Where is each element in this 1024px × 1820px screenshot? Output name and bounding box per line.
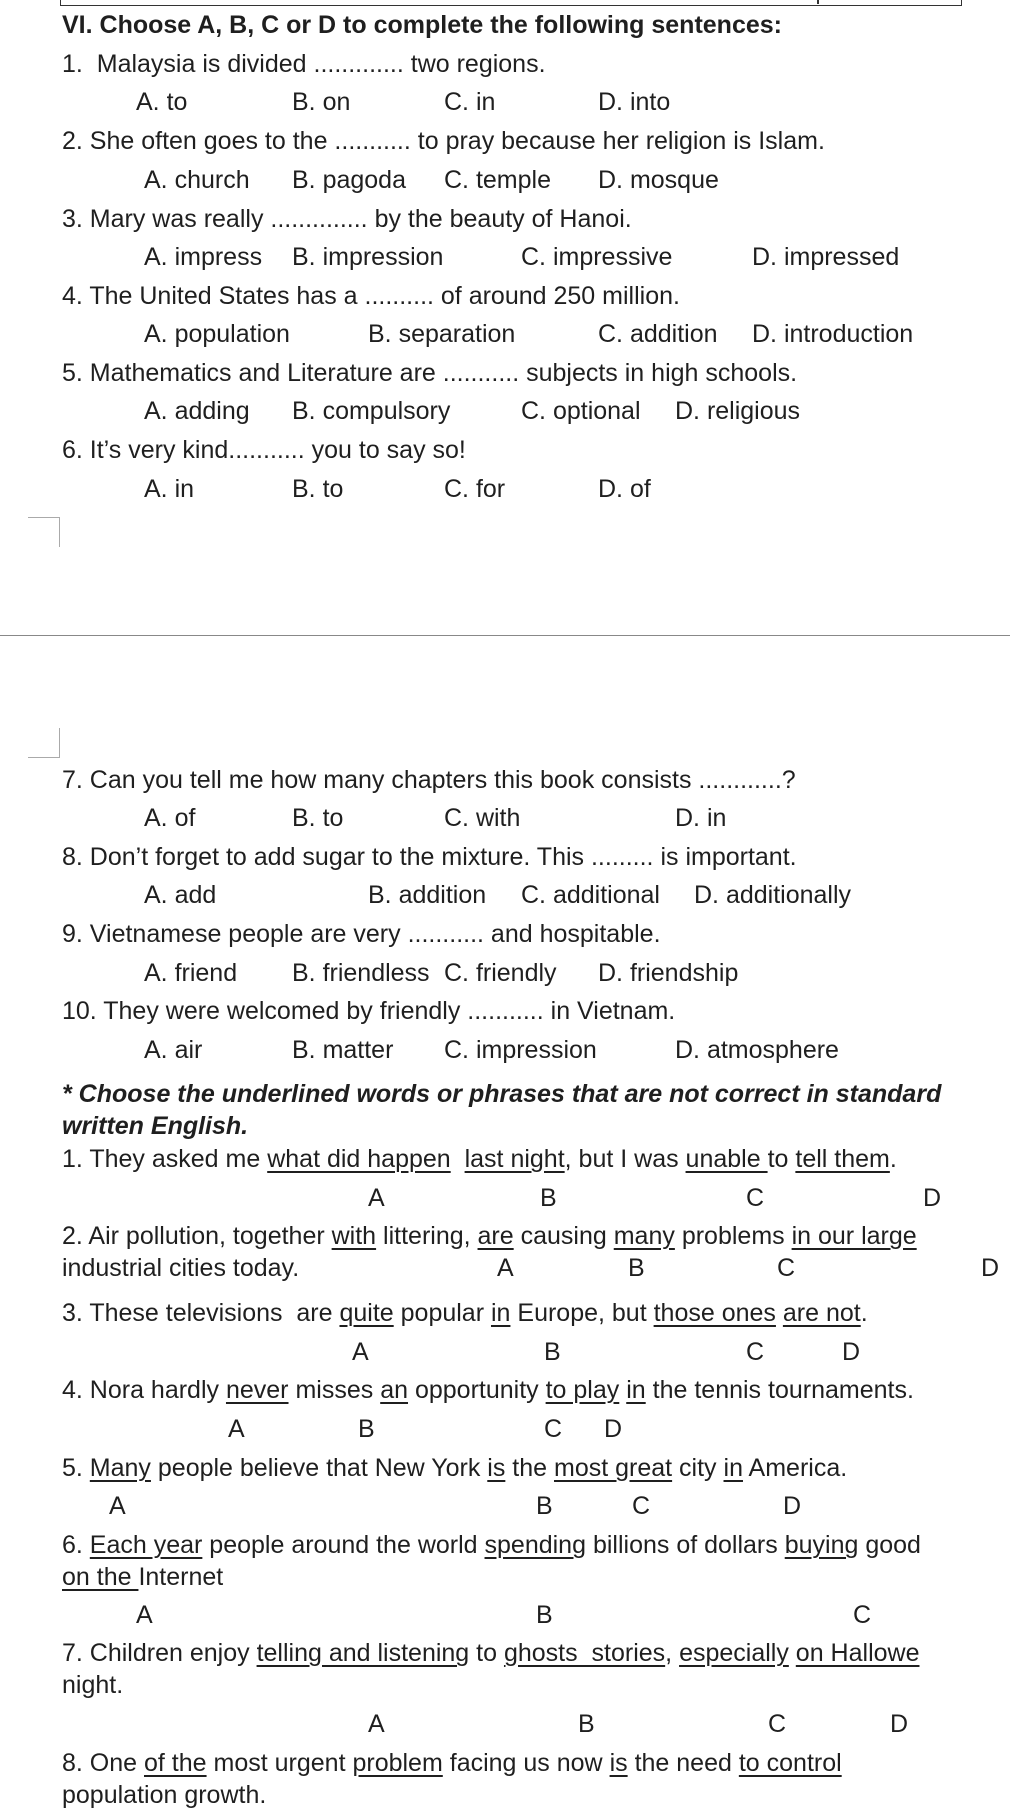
question-6-option-c[interactable]: C. for — [444, 475, 506, 503]
sentence-text: facing us now — [442, 1749, 610, 1777]
sentence-text: people believe that New York — [150, 1454, 488, 1482]
question-10-option-a[interactable]: A. air — [144, 1036, 203, 1064]
sentence-text: . — [860, 1299, 868, 1327]
question-6-option-b[interactable]: B. to — [292, 475, 344, 503]
sentence-text: to — [767, 1145, 796, 1173]
underlined-phrase: what did happen — [267, 1145, 451, 1173]
sentence-text: 1. They asked me — [62, 1145, 268, 1173]
error-question-6-letter-b[interactable]: B — [536, 1601, 553, 1629]
question-2-option-b[interactable]: B. pagoda — [292, 166, 406, 194]
question-8-option-a[interactable]: A. add — [144, 881, 217, 909]
question-2: 2. She often goes to the ........... to pray because her religion is Islam. — [62, 127, 825, 155]
underlined-phrase: especially — [679, 1639, 789, 1667]
underlined-phrase: to control — [738, 1749, 842, 1777]
underlined-phrase: problem — [352, 1749, 443, 1777]
question-8-option-d[interactable]: D. additionally — [694, 881, 852, 909]
question-8: 8. Don’t forget to add sugar to the mixture. This ......... is important. — [62, 843, 797, 871]
underlined-phrase: of the — [144, 1749, 207, 1777]
question-1-option-a[interactable]: A. to — [136, 88, 188, 116]
question-2-option-c[interactable]: C. temple — [444, 166, 551, 194]
sentence-text: 8. One — [62, 1749, 144, 1777]
error-question-3-letter-b[interactable]: B — [544, 1338, 561, 1366]
sentence-text: causing — [513, 1222, 614, 1250]
sentence-text: 4. Nora hardly — [62, 1376, 226, 1404]
underlined-phrase: spending — [484, 1531, 586, 1559]
sentence-text: the need — [627, 1749, 739, 1777]
error-question-1-letter-b[interactable]: B — [540, 1184, 557, 1212]
error-question-7-continuation: night. — [62, 1671, 124, 1699]
underlined-phrase: to play — [545, 1376, 620, 1404]
underlined-phrase: quite — [339, 1299, 394, 1327]
underlined-phrase: in our large — [791, 1222, 917, 1250]
error-question-6 — [62, 1530, 921, 1560]
question-1: 1. Malaysia is divided ............. two regions. — [62, 50, 546, 78]
sentence-text: opportunity — [408, 1376, 546, 1404]
error-question-4-letter-b[interactable]: B — [358, 1415, 375, 1443]
question-10-option-c[interactable]: C. impression — [444, 1036, 597, 1064]
question-7: 7. Can you tell me how many chapters this book consists ............? — [62, 766, 796, 794]
question-5-option-a[interactable]: A. adding — [144, 397, 250, 425]
question-5-option-d[interactable]: D. religious — [675, 397, 801, 425]
underlined-phrase: with — [331, 1222, 377, 1250]
sentence-text: , — [665, 1639, 680, 1667]
error-question-2-continuation: industrial cities today. — [62, 1254, 300, 1282]
question-1-option-b[interactable]: B. on — [292, 88, 351, 116]
error-question-8-continuation: population growth. — [62, 1781, 267, 1809]
error-question-6-letter-a[interactable]: A — [136, 1601, 153, 1629]
question-7-option-a[interactable]: A. of — [144, 804, 196, 832]
sentence-text: city — [672, 1454, 724, 1482]
question-8-option-c[interactable]: C. additional — [521, 881, 660, 909]
question-10-option-b[interactable]: B. matter — [292, 1036, 394, 1064]
underlined-phrase: tell them — [795, 1145, 890, 1173]
error-question-3-letter-a[interactable]: A — [352, 1338, 369, 1366]
error-question-3-letter-c[interactable]: C — [746, 1338, 765, 1366]
underlined-phrase: never — [225, 1376, 289, 1404]
error-question-3-letter-d[interactable]: D — [842, 1338, 861, 1366]
error-question-7-letter-c[interactable]: C — [768, 1710, 787, 1738]
question-9-option-b[interactable]: B. friendless — [292, 959, 430, 987]
question-8-option-b[interactable]: B. addition — [368, 881, 487, 909]
underlined-phrase: on the — [62, 1563, 139, 1591]
question-5-option-c[interactable]: C. optional — [521, 397, 641, 425]
error-question-1-letter-a[interactable]: A — [368, 1184, 385, 1212]
sentence-text: 7. Children enjoy — [62, 1639, 257, 1667]
underlined-phrase: most great — [554, 1454, 673, 1482]
question-9: 9. Vietnamese people are very ........... and hospitable. — [62, 920, 661, 948]
error-question-1 — [62, 1144, 897, 1174]
error-question-2 — [62, 1221, 917, 1251]
error-question-5-letter-c[interactable]: C — [632, 1492, 651, 1520]
question-7-option-b[interactable]: B. to — [292, 804, 344, 832]
section-heading: VI. Choose A, B, C or D to complete the following sentences: — [62, 11, 782, 39]
question-5-option-b[interactable]: B. compulsory — [292, 397, 451, 425]
error-question-5-letter-b[interactable]: B — [536, 1492, 553, 1520]
error-question-2-letter-b[interactable]: B — [628, 1254, 645, 1282]
error-question-4 — [62, 1375, 914, 1405]
sentence-text: popular — [393, 1299, 491, 1327]
error-question-6-letter-c[interactable]: C — [853, 1601, 872, 1629]
error-question-5 — [62, 1453, 847, 1483]
instruction-line-2: written English. — [62, 1112, 249, 1140]
instruction-line-1: * Choose the underlined words or phrases that are not correct in standard — [62, 1080, 942, 1108]
error-question-2-letter-c[interactable]: C — [777, 1254, 796, 1282]
sentence-text: good — [858, 1531, 921, 1559]
sentence-text: . — [889, 1145, 897, 1173]
question-1-option-c[interactable]: C. in — [444, 88, 496, 116]
underlined-phrase: many — [613, 1222, 675, 1250]
sentence-text: the — [505, 1454, 554, 1482]
error-question-4-letter-c[interactable]: C — [544, 1415, 563, 1443]
sentence-text — [776, 1299, 783, 1327]
question-6-option-a[interactable]: A. in — [144, 475, 195, 503]
error-question-7 — [62, 1638, 919, 1668]
underlined-phrase: on Hallowe — [795, 1639, 920, 1667]
error-question-3 — [62, 1298, 868, 1328]
underlined-phrase: in — [490, 1299, 511, 1327]
question-4: 4. The United States has a .......... of around 250 million. — [62, 282, 680, 310]
underlined-phrase: Many — [89, 1454, 151, 1482]
underlined-phrase: is — [609, 1749, 628, 1777]
table-border-top — [60, 0, 962, 6]
underlined-phrase: is — [487, 1454, 506, 1482]
sentence-text: most urgent — [206, 1749, 353, 1777]
question-4-option-c[interactable]: C. addition — [598, 320, 718, 348]
question-3-option-d[interactable]: D. impressed — [752, 243, 900, 271]
question-7-option-c[interactable]: C. with — [444, 804, 521, 832]
question-10: 10. They were welcomed by friendly ........... in Vietnam. — [62, 997, 676, 1025]
question-7-option-d[interactable]: D. in — [675, 804, 727, 832]
sentence-text: billions of dollars — [586, 1531, 785, 1559]
question-4-option-b[interactable]: B. separation — [368, 320, 516, 348]
question-4-option-a[interactable]: A. population — [144, 320, 290, 348]
question-3-option-c[interactable]: C. impressive — [521, 243, 673, 271]
error-question-5-letter-d[interactable]: D — [783, 1492, 802, 1520]
question-9-option-c[interactable]: C. friendly — [444, 959, 557, 987]
underlined-phrase: telling and listening — [256, 1639, 470, 1667]
error-question-5-letter-a[interactable]: A — [109, 1492, 126, 1520]
underlined-phrase: in — [723, 1454, 743, 1482]
sentence-text: Europe, but — [510, 1299, 654, 1327]
underlined-phrase: are not — [782, 1299, 861, 1327]
sentence-text: the tennis tournaments. — [645, 1376, 914, 1404]
question-2-option-a[interactable]: A. church — [144, 166, 250, 194]
error-question-2-letter-a[interactable]: A — [497, 1254, 514, 1282]
underlined-phrase: an — [380, 1376, 409, 1404]
error-question-1-letter-d[interactable]: D — [923, 1184, 942, 1212]
underlined-phrase: those ones — [653, 1299, 776, 1327]
sentence-text: , but I was — [564, 1145, 686, 1173]
sentence-text — [789, 1639, 796, 1667]
error-question-6-continuation — [62, 1562, 223, 1592]
question-9-option-a[interactable]: A. friend — [144, 959, 238, 987]
error-question-7-letter-b[interactable]: B — [578, 1710, 595, 1738]
sentence-text: people around the world — [202, 1531, 485, 1559]
question-6: 6. It’s very kind........... you to say so! — [62, 436, 466, 464]
sentence-text: to — [469, 1639, 504, 1667]
sentence-text: 6. — [62, 1531, 90, 1559]
question-3: 3. Mary was really .............. by the beauty of Hanoi. — [62, 205, 632, 233]
sentence-text: misses — [288, 1376, 381, 1404]
question-2-option-d[interactable]: D. mosque — [598, 166, 719, 194]
underlined-phrase: ghosts stories — [503, 1639, 666, 1667]
question-1-option-d[interactable]: D. into — [598, 88, 671, 116]
sentence-text: problems — [674, 1222, 792, 1250]
sentence-text — [451, 1145, 465, 1173]
error-question-7-letter-d[interactable]: D — [890, 1710, 909, 1738]
underlined-phrase: buying — [784, 1531, 859, 1559]
underlined-phrase: last night — [464, 1145, 565, 1173]
question-3-option-a[interactable]: A. impress — [144, 243, 263, 271]
underlined-phrase: in — [626, 1376, 646, 1404]
sentence-text: 3. These televisions are — [62, 1299, 340, 1327]
question-3-option-b[interactable]: B. impression — [292, 243, 444, 271]
sentence-text: 5. — [62, 1454, 90, 1482]
question-9-option-d[interactable]: D. friendship — [598, 959, 739, 987]
sentence-text: Internet — [138, 1563, 224, 1591]
error-question-7-letter-a[interactable]: A — [368, 1710, 385, 1738]
error-question-8 — [62, 1748, 842, 1778]
error-question-4-letter-d[interactable]: D — [604, 1415, 623, 1443]
page-corner-mark — [28, 517, 60, 547]
page-break — [0, 635, 1010, 636]
question-10-option-d[interactable]: D. atmosphere — [675, 1036, 839, 1064]
underlined-phrase: unable — [685, 1145, 768, 1173]
question-5: 5. Mathematics and Literature are ........... subjects in high schools. — [62, 359, 798, 387]
question-6-option-d[interactable]: D. of — [598, 475, 651, 503]
underlined-phrase: are — [477, 1222, 514, 1250]
error-question-4-letter-a[interactable]: A — [228, 1415, 245, 1443]
sentence-text: America. — [742, 1454, 848, 1482]
question-4-option-d[interactable]: D. introduction — [752, 320, 914, 348]
sentence-text: 2. Air pollution, together — [62, 1222, 332, 1250]
underlined-phrase: Each year — [89, 1531, 203, 1559]
page-corner-mark — [28, 728, 60, 758]
error-question-2-letter-d[interactable]: D — [981, 1254, 1000, 1282]
sentence-text: littering, — [376, 1222, 478, 1250]
error-question-1-letter-c[interactable]: C — [746, 1184, 765, 1212]
